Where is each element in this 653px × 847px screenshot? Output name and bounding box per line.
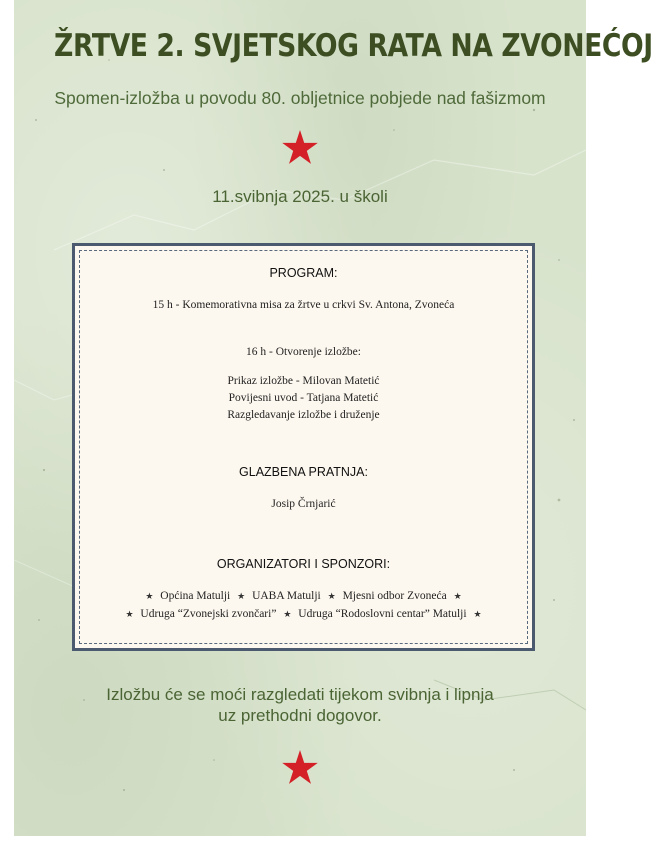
poster-title: ŽRTVE 2. SVJETSKOG RATA NA ZVONEĆOJ (54, 28, 653, 64)
program-item: Razgledavanje izložbe i druženje (227, 409, 380, 421)
footer-note (14, 684, 586, 726)
red-star-icon (282, 130, 318, 164)
music-performer: Josip Črnjarić (271, 498, 336, 510)
star-separator-icon: ★ (453, 591, 462, 601)
star-separator-icon: ★ (237, 591, 246, 601)
organizer-name: Mjesni odbor Zvoneća (342, 590, 447, 602)
event-date: 11.svibnja 2025. u školi (212, 187, 388, 206)
footer-line: Izložbu će se moći razgledati tijekom svibnja i lipnja (106, 685, 494, 704)
organizers-line-1 (75, 588, 532, 605)
star-separator-icon: ★ (327, 591, 336, 601)
music-heading: GLAZBENA PRATNJA: (239, 465, 368, 479)
organizer-name: Udruga “Zvonejski zvončari” (140, 608, 277, 620)
program-heading: PROGRAM: (269, 266, 338, 280)
poster (14, 0, 653, 836)
program-opening: 16 h - Otvorenje izložbe: (246, 346, 361, 358)
star-separator-icon: ★ (125, 609, 134, 619)
star-separator-icon: ★ (473, 609, 482, 619)
organizer-name: Udruga “Rodoslovni centar” Matulji (298, 608, 467, 620)
star-separator-icon: ★ (145, 591, 154, 601)
star-separator-icon: ★ (283, 609, 292, 619)
organizers-heading: ORGANIZATORI I SPONZORI: (216, 557, 391, 571)
program-item: Prikaz izložbe - Milovan Matetić (227, 375, 380, 387)
organizers-line-2 (75, 606, 532, 623)
footer-line: uz prethodni dogovor. (218, 706, 382, 725)
organizer-name: Općina Matulji (160, 590, 231, 602)
red-star-icon (282, 750, 318, 784)
program-box (72, 243, 535, 651)
program-item: Povijesni uvod - Tatjana Matetić (228, 392, 379, 404)
organizer-name: UABA Matulji (252, 590, 321, 602)
program-mass: 15 h - Komemorativna misa za žrtve u crkvi Sv. Antona, Zvoneća (152, 299, 455, 311)
poster-subtitle: Spomen-izložba u povodu 80. obljetnice pobjede nad fašizmom (54, 88, 546, 108)
